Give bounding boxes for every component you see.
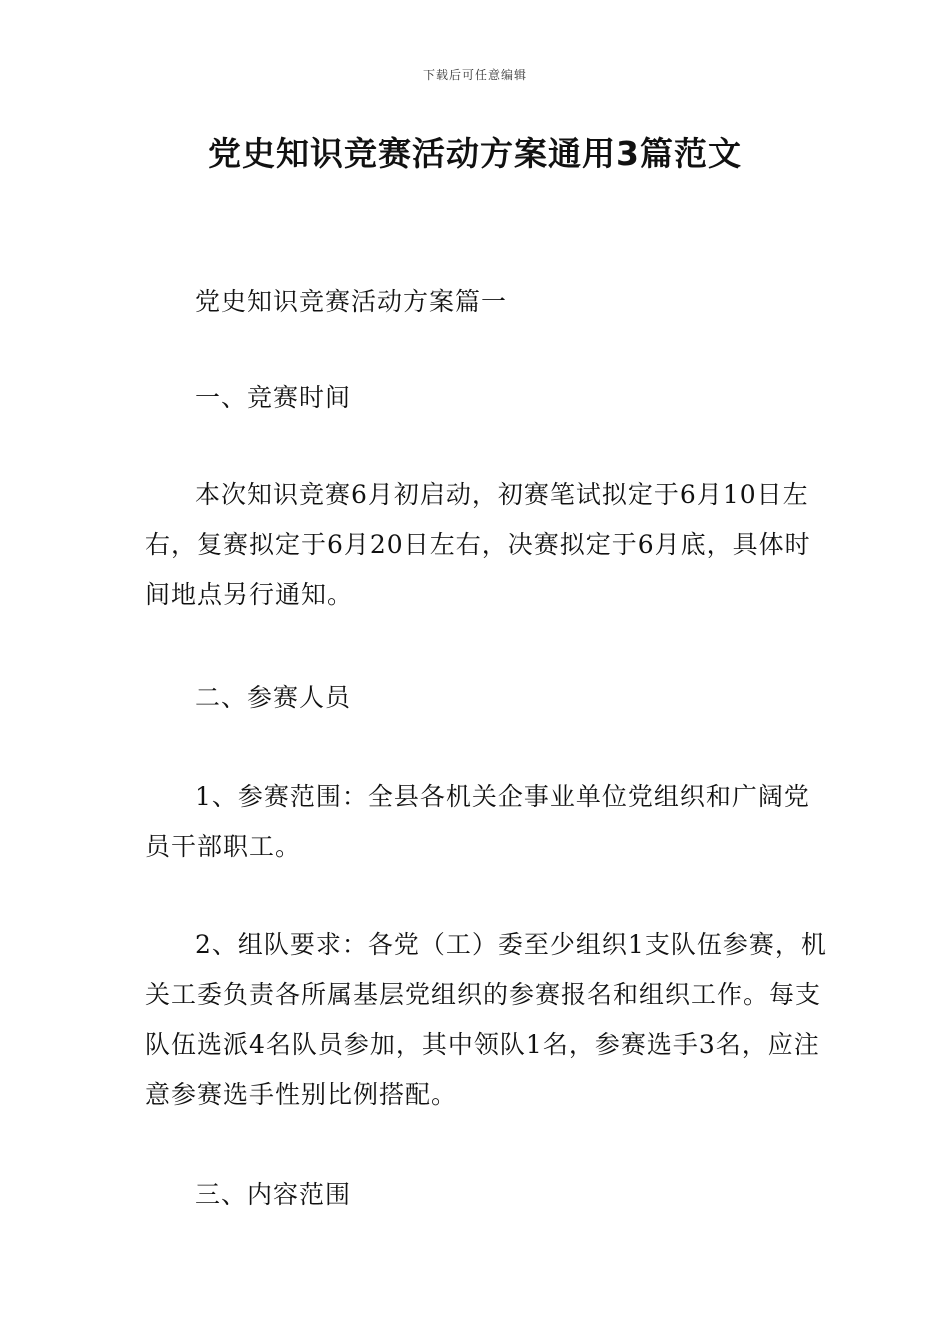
paragraph-participation-scope: 1、参赛范围：全县各机关企事业单位党组织和广阔党员干部职工。 [145, 782, 810, 861]
paragraph-team-requirements: 2、组队要求：各党（工）委至少组织1支队伍参赛，机关工委负责各所属基层党组织的参赛报名和组织工作。每支队伍选派4名队员参加，其中领队1名，参赛选手3名，应注意参赛选手性别比例搭配。 [145, 930, 827, 1109]
heading-competition-time: 一、竞赛时间 [195, 383, 352, 412]
section-title: 党史知识竞赛活动方案篇一 [195, 287, 508, 316]
paragraph-competition-time: 本次知识竞赛6月初启动，初赛笔试拟定于6月10日左右，复赛拟定于6月20日左右，决赛拟定于6月底，具体时间地点另行通知。 [145, 480, 811, 609]
header-note: 下载后可任意编辑 [422, 68, 527, 82]
heading-participants: 二、参赛人员 [195, 683, 352, 712]
heading-content-scope: 三、内容范围 [195, 1180, 352, 1209]
document-title: 党史知识竞赛活动方案通用3篇范文 [208, 134, 742, 173]
